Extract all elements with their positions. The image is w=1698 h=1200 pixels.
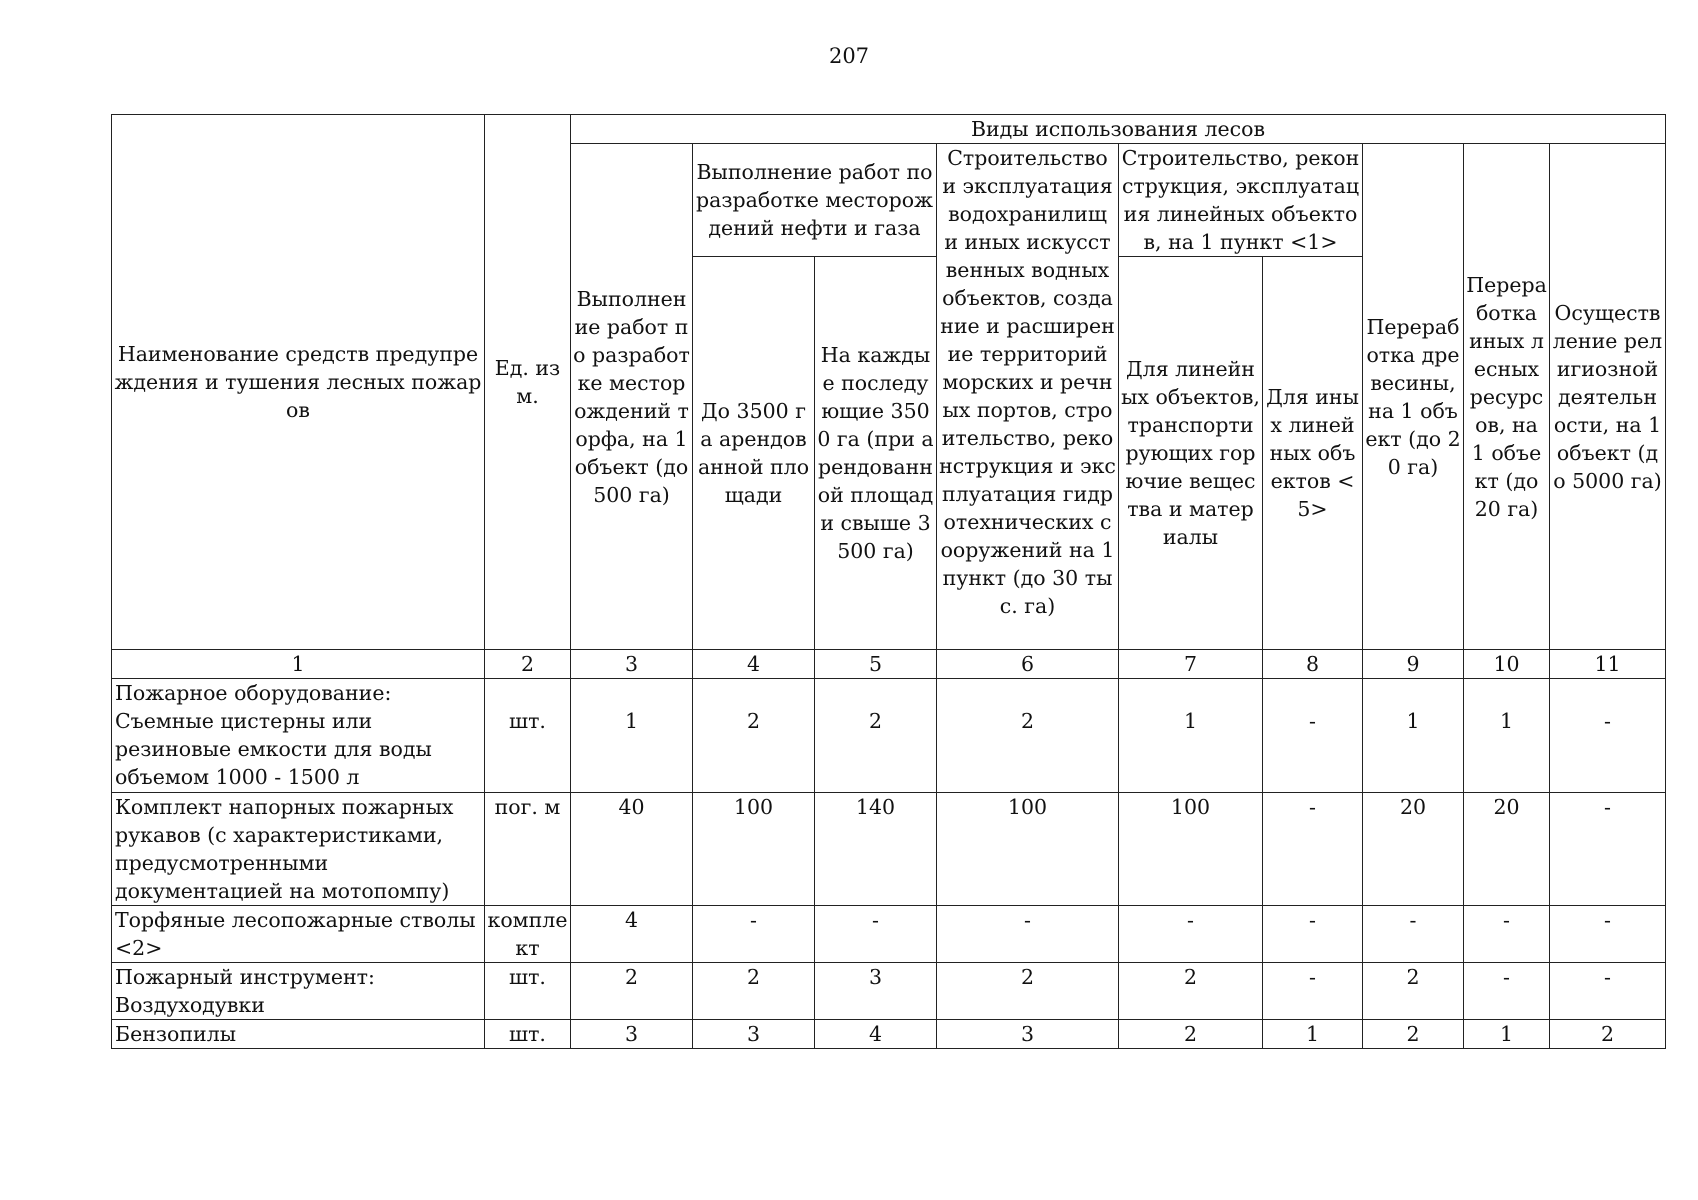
column-number: 1 (112, 650, 485, 679)
header-linear-group: Строительство, реконструкция, эксплуатация линейных объектов, на 1 пункт <1> (1119, 144, 1363, 257)
row-value: 4 (571, 906, 693, 963)
row-name: Пожарное оборудование: Съемные цистерны или резиновые емкости для воды объемом 1000 - 1500 л (112, 679, 485, 793)
row-name: Бензопилы (112, 1020, 485, 1049)
header-forest-use-group: Виды использования лесов (571, 115, 1666, 144)
row-value: 2 (1119, 963, 1263, 1020)
row-value: 140 (815, 793, 937, 906)
row-unit: шт. (485, 1020, 571, 1049)
row-value: - (1119, 906, 1263, 963)
page-number: 207 (828, 44, 870, 68)
row-value: - (937, 906, 1119, 963)
row-value: - (1363, 906, 1464, 963)
row-value: - (1550, 906, 1666, 963)
column-number: 6 (937, 650, 1119, 679)
row-value: 1 (1464, 1020, 1550, 1049)
row-value: 2 (937, 679, 1119, 793)
row-value: 2 (937, 963, 1119, 1020)
header-col-3: Выполнение работ по разработке месторождений торфа, на 1 объект (до 500 га) (571, 144, 693, 650)
column-numbers-row (112, 650, 1666, 679)
header-name-column: Наименование средств предупреждения и тушения лесных пожаров (112, 115, 485, 650)
row-value: 1 (1263, 1020, 1363, 1049)
row-value: 2 (571, 963, 693, 1020)
header-col-11: Осуществление религиозной деятельности, на 1 объект (до 5000 га) (1550, 144, 1666, 650)
header-oil-gas-group: Выполнение работ по разработке месторождений нефти и газа (693, 144, 937, 257)
row-value: 3 (815, 963, 937, 1020)
row-value: - (1550, 793, 1666, 906)
header-col-9: Переработка древесины, на 1 объект (до 20 га) (1363, 144, 1464, 650)
row-value: 2 (1363, 1020, 1464, 1049)
row-value: 20 (1363, 793, 1464, 906)
row-value: - (1550, 963, 1666, 1020)
row-value: 1 (1363, 679, 1464, 793)
row-name: Комплект напорных пожарных рукавов (с характеристиками, предусмотренными документацией на мотопомпу) (112, 793, 485, 906)
row-value: - (693, 906, 815, 963)
row-name: Торфяные лесопожарные стволы <2> (112, 906, 485, 963)
row-value: 2 (693, 679, 815, 793)
header-unit-column: Ед. изм. (485, 115, 571, 650)
column-number: 5 (815, 650, 937, 679)
header-col-10: Переработка иных лесных ресурсов, на 1 объект (до 20 га) (1464, 144, 1550, 650)
row-value: 3 (937, 1020, 1119, 1049)
row-value: - (1464, 906, 1550, 963)
header-col-7: Для линейных объектов, транспортирующих горючие вещества и материалы (1119, 257, 1263, 650)
table-row (112, 963, 1666, 1020)
row-value: 100 (1119, 793, 1263, 906)
column-number: 10 (1464, 650, 1550, 679)
column-number: 3 (571, 650, 693, 679)
row-value: 1 (1119, 679, 1263, 793)
column-number: 2 (485, 650, 571, 679)
table-row (112, 793, 1666, 906)
row-unit: комплект (485, 906, 571, 963)
row-value: 2 (1119, 1020, 1263, 1049)
row-value: 2 (1550, 1020, 1666, 1049)
row-value: 3 (571, 1020, 693, 1049)
fire-equipment-table (111, 114, 1666, 1049)
table-row (112, 679, 1666, 793)
header-col-6: Строительство и эксплуатация водохранилищ и иных искусственных водных объектов, создание и расширение территорий морских и речных портов, строительство, реконструкция и эксплуатация гидротехнических сооружений на 1 пункт (до 30 тыс. га) (937, 144, 1119, 650)
header-col-8: Для иных линейных объектов <5> (1263, 257, 1363, 650)
row-value: 1 (1464, 679, 1550, 793)
row-unit: шт. (485, 963, 571, 1020)
row-value: 4 (815, 1020, 937, 1049)
row-value: 20 (1464, 793, 1550, 906)
row-value: - (1263, 963, 1363, 1020)
table-row (112, 1020, 1666, 1049)
row-name: Пожарный инструмент: Воздуходувки (112, 963, 485, 1020)
row-value: 2 (815, 679, 937, 793)
column-number: 4 (693, 650, 815, 679)
row-value: 3 (693, 1020, 815, 1049)
row-value: - (1550, 679, 1666, 793)
table-row (112, 906, 1666, 963)
row-value: 100 (693, 793, 815, 906)
header-col-5: На каждые последующие 3500 га (при арендованной площади свыше 3500 га) (815, 257, 937, 650)
row-value: 100 (937, 793, 1119, 906)
column-number: 11 (1550, 650, 1666, 679)
row-value: - (1263, 793, 1363, 906)
row-value: 1 (571, 679, 693, 793)
row-value: - (1263, 679, 1363, 793)
row-unit: пог. м (485, 793, 571, 906)
column-number: 7 (1119, 650, 1263, 679)
header-col-4: До 3500 га арендованной площади (693, 257, 815, 650)
row-value: 40 (571, 793, 693, 906)
row-value: - (815, 906, 937, 963)
row-value: - (1464, 963, 1550, 1020)
row-unit: шт. (485, 679, 571, 793)
row-value: 2 (1363, 963, 1464, 1020)
column-number: 8 (1263, 650, 1363, 679)
row-value: - (1263, 906, 1363, 963)
column-number: 9 (1363, 650, 1464, 679)
row-value: 2 (693, 963, 815, 1020)
